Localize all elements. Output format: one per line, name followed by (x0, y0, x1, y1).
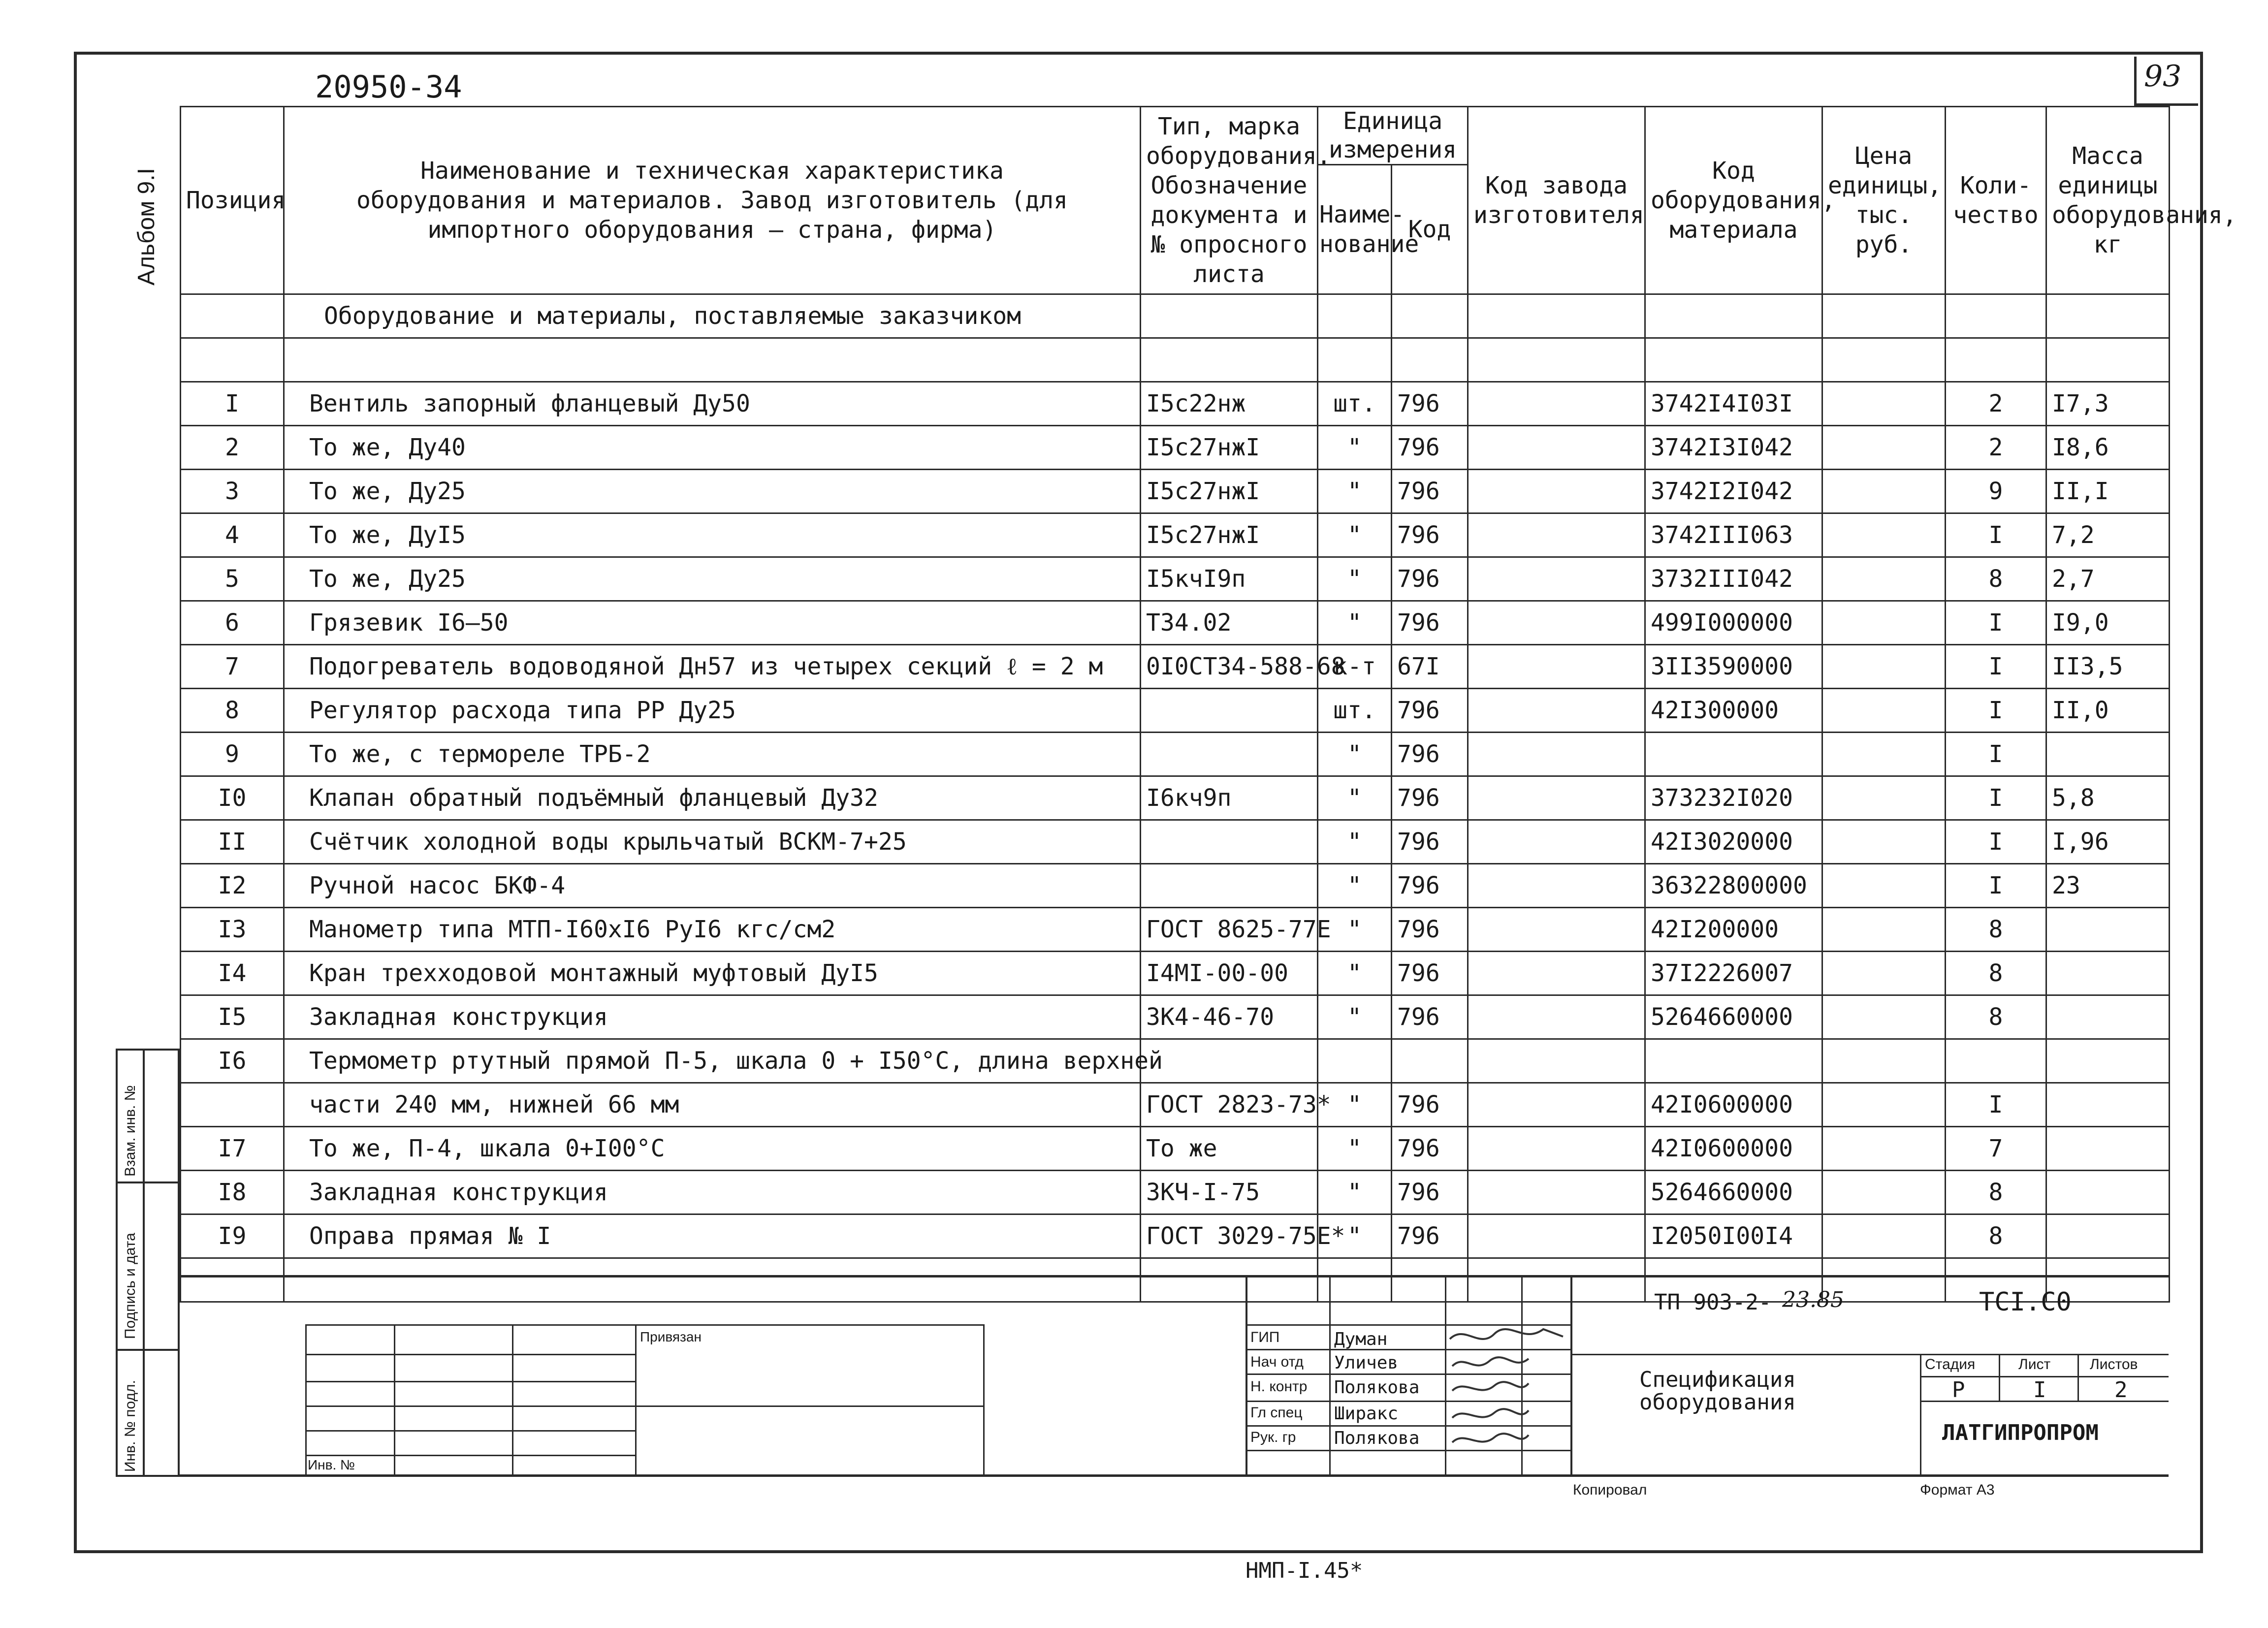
name-duman: Думан (1334, 1329, 1388, 1349)
table-row (181, 995, 2170, 1039)
cell-eqcode: 3II3590000 (1645, 645, 1822, 689)
cell-mass (2046, 908, 2170, 952)
cell-name: Счётчик холодной воды крыльчатый ВСКМ-7+25 (284, 820, 1141, 864)
cell-empty (1822, 1039, 1946, 1083)
cell-empty (1468, 952, 1645, 995)
cell-name: Закладная конструкция (284, 1171, 1141, 1214)
cell-empty (1822, 382, 1946, 426)
cell-type: I4МI-00-00 (1141, 952, 1318, 995)
cell-type: I5с22нж (1141, 382, 1318, 426)
role-nach-otd: Нач отд (1250, 1354, 1304, 1370)
cell-mass: II,I (2046, 470, 2170, 513)
table-row (181, 557, 2170, 601)
table-row (181, 645, 2170, 689)
cell-empty (1468, 995, 1645, 1039)
cell-type: I6кч9п (1141, 776, 1318, 820)
cell-mass (2046, 733, 2170, 776)
table-row (181, 513, 2170, 557)
cell-name: части 240 мм, нижней 66 мм (284, 1083, 1141, 1127)
table-row (181, 1127, 2170, 1171)
cell-eqcode: 3742I3I042 (1645, 426, 1822, 470)
cell-type: I5с27нжI (1141, 513, 1318, 557)
cell-empty (1468, 1083, 1645, 1127)
sheet-value: I (2033, 1377, 2046, 1403)
cell-unit: " (1318, 426, 1392, 470)
cell-pos: 4 (181, 513, 284, 557)
col-position: Позиция (181, 107, 284, 294)
cell-name: Кран трехходовой монтажный муфтовый ДуI5 (284, 952, 1141, 995)
drawing-mark: ТСI.С0 (1979, 1287, 2072, 1317)
cell-pos: I (181, 382, 284, 426)
role-gl-spec: Гл спец (1250, 1405, 1303, 1421)
cell-unit: " (1318, 864, 1392, 908)
format-label: Формат А3 (1920, 1482, 1995, 1498)
cell-qty: I (1946, 776, 2046, 820)
specification-table (180, 106, 2237, 1303)
cell-code: 796 (1392, 995, 1468, 1039)
cell-empty (1468, 1127, 1645, 1171)
cell-pos: I8 (181, 1171, 284, 1214)
cell-pos: I2 (181, 864, 284, 908)
cell-mass (2046, 952, 2170, 995)
cell-unit: " (1318, 776, 1392, 820)
cell-qty: I (1946, 513, 2046, 557)
cell-type: ЗК4-46-70 (1141, 995, 1318, 1039)
table-row (181, 1083, 2170, 1127)
table-row (181, 689, 2170, 733)
cell-empty (1822, 470, 1946, 513)
cell-code: 796 (1392, 426, 1468, 470)
cell-empty (1468, 776, 1645, 820)
cell-qty: 8 (1946, 908, 2046, 952)
cell-empty (1822, 513, 1946, 557)
cell-code: 796 (1392, 733, 1468, 776)
cell-pos: I4 (181, 952, 284, 995)
cell-unit: шт. (1318, 382, 1392, 426)
cell-qty: 8 (1946, 995, 2046, 1039)
inv-no-label: Инв. № (308, 1457, 355, 1472)
cell-type: I5с27нжI (1141, 470, 1318, 513)
role-gip: ГИП (1250, 1329, 1280, 1345)
cell-type (1141, 733, 1318, 776)
cell-empty (1822, 820, 1946, 864)
table-row (181, 952, 2170, 995)
doc-number: 20950-34 (315, 69, 462, 105)
cell-code: 796 (1392, 601, 1468, 645)
cell-qty: 8 (1946, 557, 2046, 601)
cell-mass: I7,3 (2046, 382, 2170, 426)
cell-name: То же, Ду40 (284, 426, 1141, 470)
table-row (181, 776, 2170, 820)
cell-pos: I3 (181, 908, 284, 952)
cell-mass (2046, 1083, 2170, 1127)
cell-empty (1822, 1171, 1946, 1214)
cell-empty (1822, 733, 1946, 776)
cell-code: 796 (1392, 1214, 1468, 1258)
cell-name: Манометр типа МТП-I60хI6 РуI6 кгс/см2 (284, 908, 1141, 952)
cell-pos: 6 (181, 601, 284, 645)
cell-empty (1468, 470, 1645, 513)
cell-qty: 2 (1946, 382, 2046, 426)
cell-mass (2046, 1039, 2170, 1083)
organization: ЛАТГИПРОПРОМ (1942, 1420, 2099, 1445)
cell-empty (1468, 557, 1645, 601)
cell-type (1141, 1039, 1318, 1083)
cell-eqcode: 42I0600000 (1645, 1127, 1822, 1171)
cell-empty (1468, 864, 1645, 908)
cell-type: ГОСТ 3029-75Е* (1141, 1214, 1318, 1258)
cell-empty (1468, 820, 1645, 864)
page-number: 93 (2144, 59, 2182, 94)
cell-name: То же, ДуI5 (284, 513, 1141, 557)
cell-mass: I8,6 (2046, 426, 2170, 470)
cell-code: 796 (1392, 382, 1468, 426)
cell-code: 796 (1392, 864, 1468, 908)
cell-qty: I (1946, 820, 2046, 864)
bottom-code: НМП-I.45* (1246, 1558, 1363, 1583)
cell-name: То же, П-4, шкала 0+I00°С (284, 1127, 1141, 1171)
section-title: Оборудование и материалы, поставляемые заказчиком (284, 294, 1141, 338)
cell-code: 796 (1392, 513, 1468, 557)
cell-unit: " (1318, 733, 1392, 776)
cell-type (1141, 864, 1318, 908)
cell-empty (1468, 1214, 1645, 1258)
cell-unit: " (1318, 1083, 1392, 1127)
cell-code: 796 (1392, 820, 1468, 864)
col-name: Наименование и техническая характеристика оборудования и материалов. Завод изготовитель (для импортного оборудования – страна, фирма) (284, 107, 1141, 294)
col-price: Цена единицы, тыс. руб. (1822, 107, 1946, 294)
cell-empty (1822, 995, 1946, 1039)
cell-name: Закладная конструкция (284, 995, 1141, 1039)
cell-name: То же, с термореле ТРБ-2 (284, 733, 1141, 776)
cell-eqcode: 42I200000 (1645, 908, 1822, 952)
cell-eqcode: 36322800000 (1645, 864, 1822, 908)
cell-mass (2046, 995, 2170, 1039)
cell-eqcode: 3742III063 (1645, 513, 1822, 557)
cell-unit: " (1318, 513, 1392, 557)
cell-name: Подогреватель водоводяной Дн57 из четырех секций ℓ = 2 м (284, 645, 1141, 689)
cell-empty (1822, 689, 1946, 733)
cell-name: Грязевик I6–50 (284, 601, 1141, 645)
sheets-label: Листов (2090, 1356, 2138, 1373)
name-ulichev: Уличев (1334, 1353, 1399, 1373)
table-row (181, 426, 2170, 470)
cell-eqcode (1645, 1039, 1822, 1083)
role-n-kontr: Н. контр (1250, 1378, 1308, 1395)
stage-label: Стадия (1925, 1356, 1976, 1373)
cell-eqcode: 3742I2I042 (1645, 470, 1822, 513)
cell-empty (1468, 1171, 1645, 1214)
side-label-vzam: Взам. инв. № (122, 1085, 138, 1177)
cell-pos: I5 (181, 995, 284, 1039)
col-mass: Масса единицы оборудования, кг (2046, 107, 2170, 294)
table-row (181, 908, 2170, 952)
col-equipment-code: Код оборудования, материала (1645, 107, 1822, 294)
cell-empty (1822, 557, 1946, 601)
cell-qty: 8 (1946, 1214, 2046, 1258)
cell-eqcode: 3742I4I03I (1645, 382, 1822, 426)
cell-qty (1946, 1039, 2046, 1083)
cell-code: 796 (1392, 1127, 1468, 1171)
cell-type: ГОСТ 2823-73* (1141, 1083, 1318, 1127)
cell-unit: " (1318, 1171, 1392, 1214)
cell-type: Т34.02 (1141, 601, 1318, 645)
cell-eqcode: 42I3020000 (1645, 820, 1822, 864)
cell-pos: 5 (181, 557, 284, 601)
name-polyakova-1: Полякова (1334, 1377, 1420, 1398)
cell-name: То же, Ду25 (284, 557, 1141, 601)
cell-empty (1468, 382, 1645, 426)
cell-unit: " (1318, 470, 1392, 513)
name-polyakova-2: Полякова (1334, 1428, 1420, 1448)
table-row (181, 1039, 2170, 1083)
cell-empty (1822, 1127, 1946, 1171)
cell-type: I5с27нжI (1141, 426, 1318, 470)
cell-pos: 7 (181, 645, 284, 689)
cell-type: ГОСТ 8625-77Е (1141, 908, 1318, 952)
cell-type: I5кчI9п (1141, 557, 1318, 601)
col-factory-code: Код завода изготовителя (1468, 107, 1645, 294)
cell-empty (1822, 776, 1946, 820)
cell-eqcode: 5264660000 (1645, 995, 1822, 1039)
cell-empty (1468, 1039, 1645, 1083)
cell-empty (1822, 426, 1946, 470)
cell-mass: 23 (2046, 864, 2170, 908)
cell-empty (1822, 1083, 1946, 1127)
cell-code: 796 (1392, 776, 1468, 820)
cell-name: Ручной насос БКФ-4 (284, 864, 1141, 908)
cell-pos: I7 (181, 1127, 284, 1171)
cell-unit: шт. (1318, 689, 1392, 733)
cell-code: 796 (1392, 952, 1468, 995)
cell-code: 796 (1392, 1083, 1468, 1127)
table-row (181, 470, 2170, 513)
cell-qty: 9 (1946, 470, 2046, 513)
cell-type: 0I0СТ34-588-68 (1141, 645, 1318, 689)
cell-pos: 2 (181, 426, 284, 470)
cell-mass: 5,8 (2046, 776, 2170, 820)
table-row (181, 382, 2170, 426)
project-code-handwritten: 23.85 (1782, 1287, 1844, 1312)
cell-type (1141, 820, 1318, 864)
cell-unit: " (1318, 557, 1392, 601)
cell-qty: 2 (1946, 426, 2046, 470)
cell-name: Вентиль запорный фланцевый Ду50 (284, 382, 1141, 426)
table-row (181, 820, 2170, 864)
cell-pos: 8 (181, 689, 284, 733)
privyazan-label: Привязан (640, 1329, 702, 1344)
cell-unit: " (1318, 1127, 1392, 1171)
cell-code: 67I (1392, 645, 1468, 689)
cell-name: То же, Ду25 (284, 470, 1141, 513)
cell-empty (1822, 952, 1946, 995)
sheets-value: 2 (2114, 1377, 2128, 1403)
cell-mass: 7,2 (2046, 513, 2170, 557)
doc-title: Спецификация оборудования (1639, 1367, 1796, 1415)
cell-eqcode: 373232I020 (1645, 776, 1822, 820)
role-ruk-gr: Рук. гр (1250, 1429, 1296, 1445)
cell-pos: I0 (181, 776, 284, 820)
cell-eqcode: 42I300000 (1645, 689, 1822, 733)
cell-unit: " (1318, 820, 1392, 864)
cell-eqcode: 499I000000 (1645, 601, 1822, 645)
name-shiraks: Ширакс (1334, 1404, 1399, 1424)
cell-eqcode: 3732III042 (1645, 557, 1822, 601)
cell-unit: " (1318, 995, 1392, 1039)
cell-qty: I (1946, 645, 2046, 689)
cell-empty (1468, 908, 1645, 952)
cell-name: Оправа прямая № I (284, 1214, 1141, 1258)
cell-empty (1468, 601, 1645, 645)
album-label: Альбом 9.I (133, 168, 160, 286)
cell-mass: II,0 (2046, 689, 2170, 733)
cell-code: 796 (1392, 689, 1468, 733)
privyazan-grid (305, 1324, 985, 1477)
cell-pos: 3 (181, 470, 284, 513)
cell-empty (1822, 1214, 1946, 1258)
table-row (181, 1214, 2170, 1258)
side-label-inv-podl: Инв. № подл. (122, 1380, 138, 1472)
cell-type: ЗКЧ-I-75 (1141, 1171, 1318, 1214)
table-row (181, 733, 2170, 776)
cell-qty: I (1946, 1083, 2046, 1127)
cell-eqcode: I2050I00I4 (1645, 1214, 1822, 1258)
section-title-row (181, 294, 2170, 338)
sheet-label: Лист (2018, 1356, 2051, 1373)
cell-name: Клапан обратный подъёмный фланцевый Ду32 (284, 776, 1141, 820)
cell-eqcode: 5264660000 (1645, 1171, 1822, 1214)
cell-code (1392, 1039, 1468, 1083)
cell-mass (2046, 1171, 2170, 1214)
col-unit-name: Наиме-нование (1318, 165, 1392, 294)
col-type: Тип, марка оборудования. Обозначение документа и № опросного листа (1141, 107, 1318, 294)
side-label-podpis: Подпись и дата (122, 1233, 138, 1339)
cell-code: 796 (1392, 1171, 1468, 1214)
cell-qty: I (1946, 864, 2046, 908)
stage-value: Р (1952, 1377, 1965, 1403)
cell-empty (1468, 426, 1645, 470)
table-row (181, 864, 2170, 908)
cell-eqcode: 37I2226007 (1645, 952, 1822, 995)
col-unit: Единица измерения (1318, 107, 1468, 165)
cell-qty: 8 (1946, 1171, 2046, 1214)
cell-code: 796 (1392, 908, 1468, 952)
cell-empty (1822, 864, 1946, 908)
cell-mass (2046, 1214, 2170, 1258)
signature-scribbles (1445, 1324, 1573, 1452)
cell-eqcode: 42I0600000 (1645, 1083, 1822, 1127)
cell-pos: I9 (181, 1214, 284, 1258)
cell-code: 796 (1392, 557, 1468, 601)
cell-unit: " (1318, 952, 1392, 995)
cell-name: Регулятор расхода типа РР Ду25 (284, 689, 1141, 733)
cell-qty: I (1946, 689, 2046, 733)
cell-empty (1822, 645, 1946, 689)
cell-empty (1468, 689, 1645, 733)
cell-type (1141, 689, 1318, 733)
cell-empty (1468, 645, 1645, 689)
cell-unit (1318, 1039, 1392, 1083)
cell-unit: " (1318, 601, 1392, 645)
cell-pos (181, 1083, 284, 1127)
table-row (181, 1171, 2170, 1214)
cell-empty (1822, 908, 1946, 952)
empty-row (181, 338, 2170, 382)
cell-mass (2046, 1127, 2170, 1171)
cell-unit: " (1318, 1214, 1392, 1258)
cell-pos: 9 (181, 733, 284, 776)
cell-pos: II (181, 820, 284, 864)
cell-pos: I6 (181, 1039, 284, 1083)
cell-code: 796 (1392, 470, 1468, 513)
table-row (181, 601, 2170, 645)
col-unit-code: Код (1392, 165, 1468, 294)
cell-type: То же (1141, 1127, 1318, 1171)
table-header-row (181, 107, 2170, 165)
cell-qty: I (1946, 601, 2046, 645)
col-quantity: Коли-чество (1946, 107, 2046, 294)
cell-empty (1468, 733, 1645, 776)
cell-qty: 8 (1946, 952, 2046, 995)
cell-unit: к-т (1318, 645, 1392, 689)
copied-label: Копировал (1573, 1482, 1647, 1498)
cell-qty: 7 (1946, 1127, 2046, 1171)
cell-mass: I9,0 (2046, 601, 2170, 645)
cell-qty: I (1946, 733, 2046, 776)
cell-mass: I,96 (2046, 820, 2170, 864)
cell-mass: 2,7 (2046, 557, 2170, 601)
project-code: ТП 903-2- (1654, 1290, 1772, 1315)
cell-mass: II3,5 (2046, 645, 2170, 689)
cell-eqcode (1645, 733, 1822, 776)
cell-unit: " (1318, 908, 1392, 952)
cell-name: Термометр ртутный прямой П-5, шкала 0 + I50°С, длина верхней (284, 1039, 1141, 1083)
cell-empty (1822, 601, 1946, 645)
cell-empty (1468, 513, 1645, 557)
